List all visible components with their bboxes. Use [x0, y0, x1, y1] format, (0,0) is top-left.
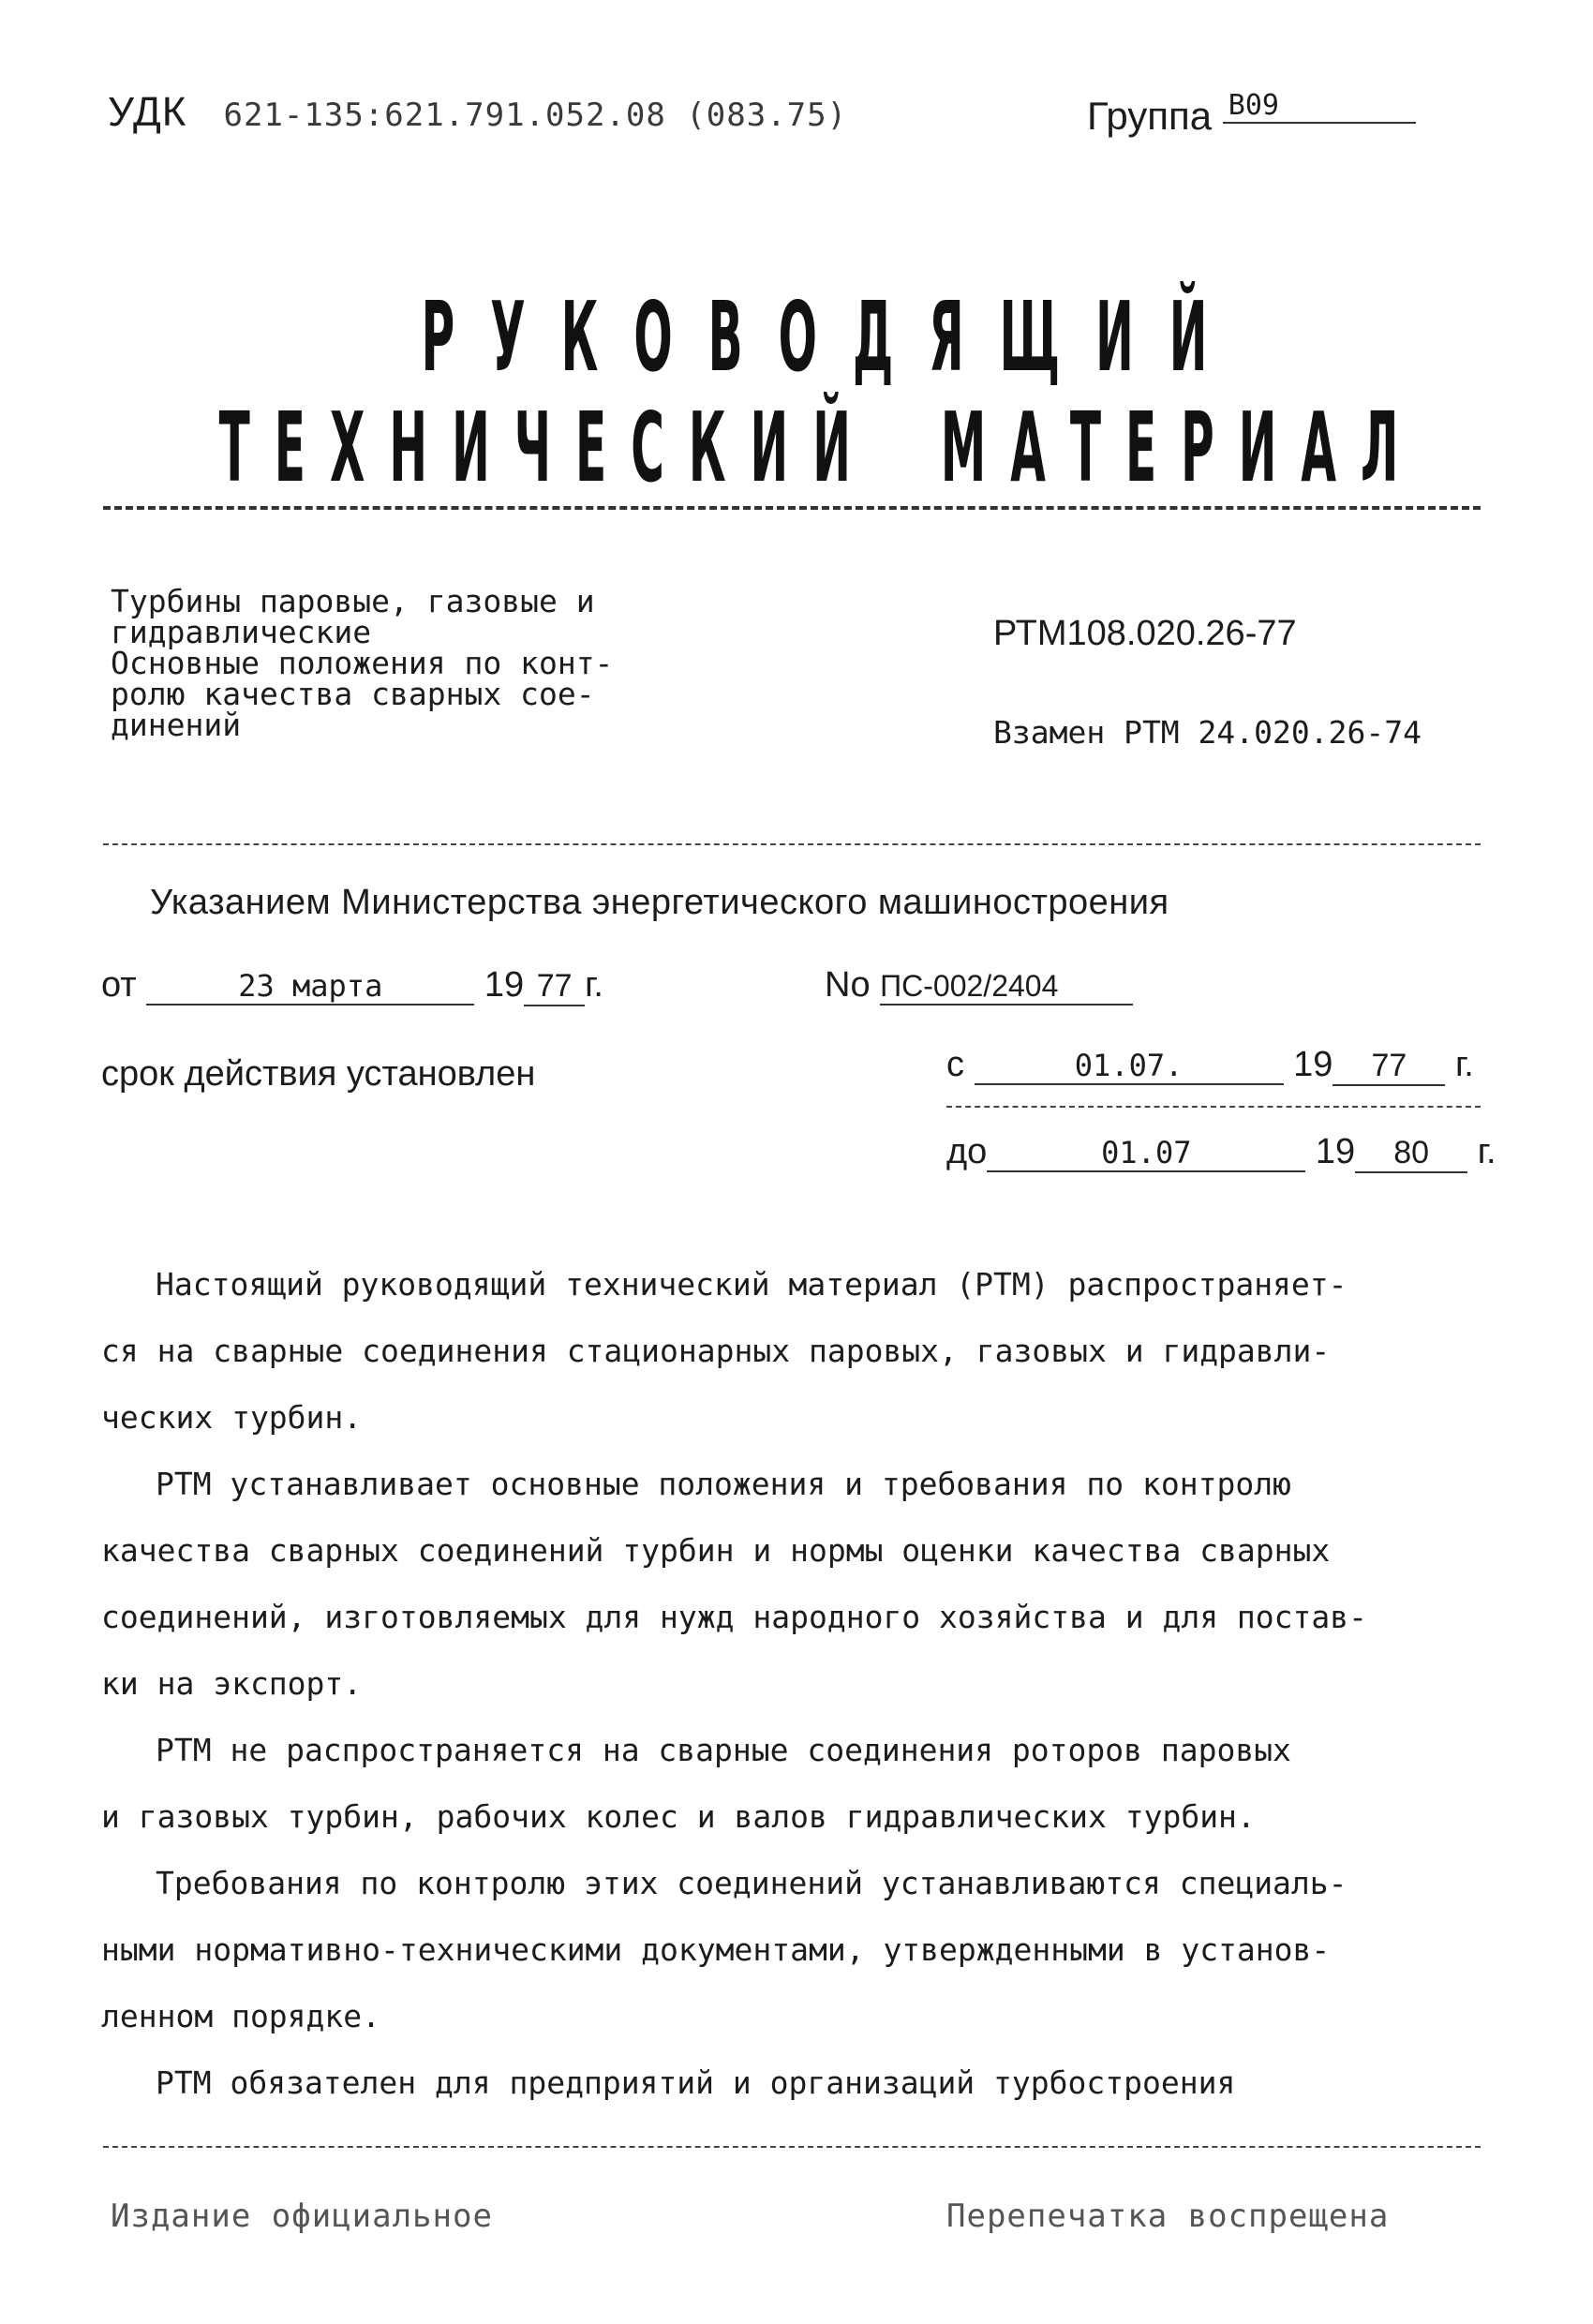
validity-to-date: 01.07: [987, 1135, 1305, 1172]
title-line-1: РУКОВОДЯЩИЙ: [421, 281, 1243, 394]
decree-year-suffix: г.: [585, 965, 603, 1005]
body-line: ческих турбин.: [101, 1399, 363, 1436]
validity-from-date: 01.07.: [975, 1048, 1284, 1085]
body-line: Настоящий руководящий технический материал (РТМ) распространяет-: [156, 1266, 1347, 1303]
document-code: РТМ108.020.26-77: [993, 614, 1297, 653]
footer-right: Перепечатка воспрещена: [946, 2197, 1390, 2235]
body-line: ся на сварные соединения стационарных паровых, газовых и гидравли-: [101, 1333, 1331, 1369]
subject-divider: [103, 843, 1481, 845]
body-line: качества сварных соединений турбин и нормы оценки качества сварных: [101, 1532, 1331, 1569]
body-line: Требования по контролю этих соединений устанавливаются специаль-: [156, 1865, 1347, 1901]
decree-year-prefix: 19: [484, 965, 525, 1005]
group-line: [1087, 89, 1416, 139]
decree-date-row: [101, 965, 603, 1006]
body-line: ки на экспорт.: [101, 1665, 363, 1702]
validity-from-suffix: г.: [1454, 1045, 1474, 1084]
decree-number-label: No: [825, 965, 871, 1005]
validity-to-row: [946, 1132, 1496, 1173]
decree-text: Указанием Министерства энергетического машиностроения: [150, 883, 1169, 922]
validity-from-year-prefix: 19: [1293, 1045, 1333, 1084]
udk-line: [108, 89, 847, 136]
body-line: ными нормативно-техническими документами, утвержденными в установ-: [101, 1931, 1331, 1968]
body-line: и газовых турбин, рабочих колес и валов гидравлических турбин.: [101, 1798, 1256, 1835]
validity-from-year: 77: [1332, 1048, 1445, 1086]
body-line: соединений, изготовляемых для нужд народного хозяйства и для постав-: [101, 1599, 1368, 1635]
subject-line: Основные положения по конт-: [111, 645, 614, 681]
subject-line: динений: [111, 707, 242, 743]
validity-to-suffix: г.: [1477, 1132, 1496, 1171]
footer-divider: [103, 2146, 1481, 2148]
body-text: [101, 1251, 1488, 2116]
decree-number-row: [825, 965, 1133, 1006]
title-word-technical: ТЕХНИЧЕСКИЙ: [218, 392, 875, 504]
body-line: РТМ обязателен для предприятий и организаций турбостроения: [156, 2064, 1236, 2101]
group-value: В09: [1223, 89, 1416, 124]
subject-line: Турбины паровые, газовые и: [111, 583, 595, 619]
subject-line: гидравлические: [111, 614, 372, 650]
validity-to-prefix: до: [946, 1132, 988, 1171]
subject-block: [111, 583, 692, 743]
validity-from-row: [946, 1045, 1474, 1086]
decree-from-label: от: [101, 965, 137, 1005]
replaces-note: Взамен РТМ 24.020.26-74: [993, 714, 1422, 751]
validity-from-prefix: с: [946, 1045, 964, 1084]
udk-label: УДК: [108, 89, 187, 135]
validity-label: срок действия установлен: [101, 1054, 536, 1094]
validity-to-year: 80: [1355, 1135, 1467, 1173]
decree-date: 23 марта: [146, 968, 474, 1006]
udk-value: 621-135:621.791.052.08 (083.75): [223, 97, 848, 134]
title-word-material: МАТЕРИАЛ: [940, 392, 1423, 504]
decree-number: ПС-002/2404: [880, 969, 1133, 1006]
subject-line: ролю качества сварных сое-: [111, 676, 595, 712]
title-divider: [103, 506, 1481, 510]
footer-left: Издание официальное: [111, 2197, 493, 2235]
decree-year: 77: [524, 968, 585, 1006]
body-line: РТМ устанавливает основные положения и требования по контролю: [156, 1466, 1291, 1502]
validity-divider: [946, 1106, 1481, 1108]
group-label: Группа: [1087, 94, 1213, 138]
body-line: ленном порядке.: [101, 1998, 381, 2034]
validity-to-year-prefix: 19: [1315, 1132, 1356, 1171]
body-line: РТМ не распространяется на сварные соединения роторов паровых: [156, 1732, 1291, 1768]
title-line-2: [0, 392, 1593, 504]
